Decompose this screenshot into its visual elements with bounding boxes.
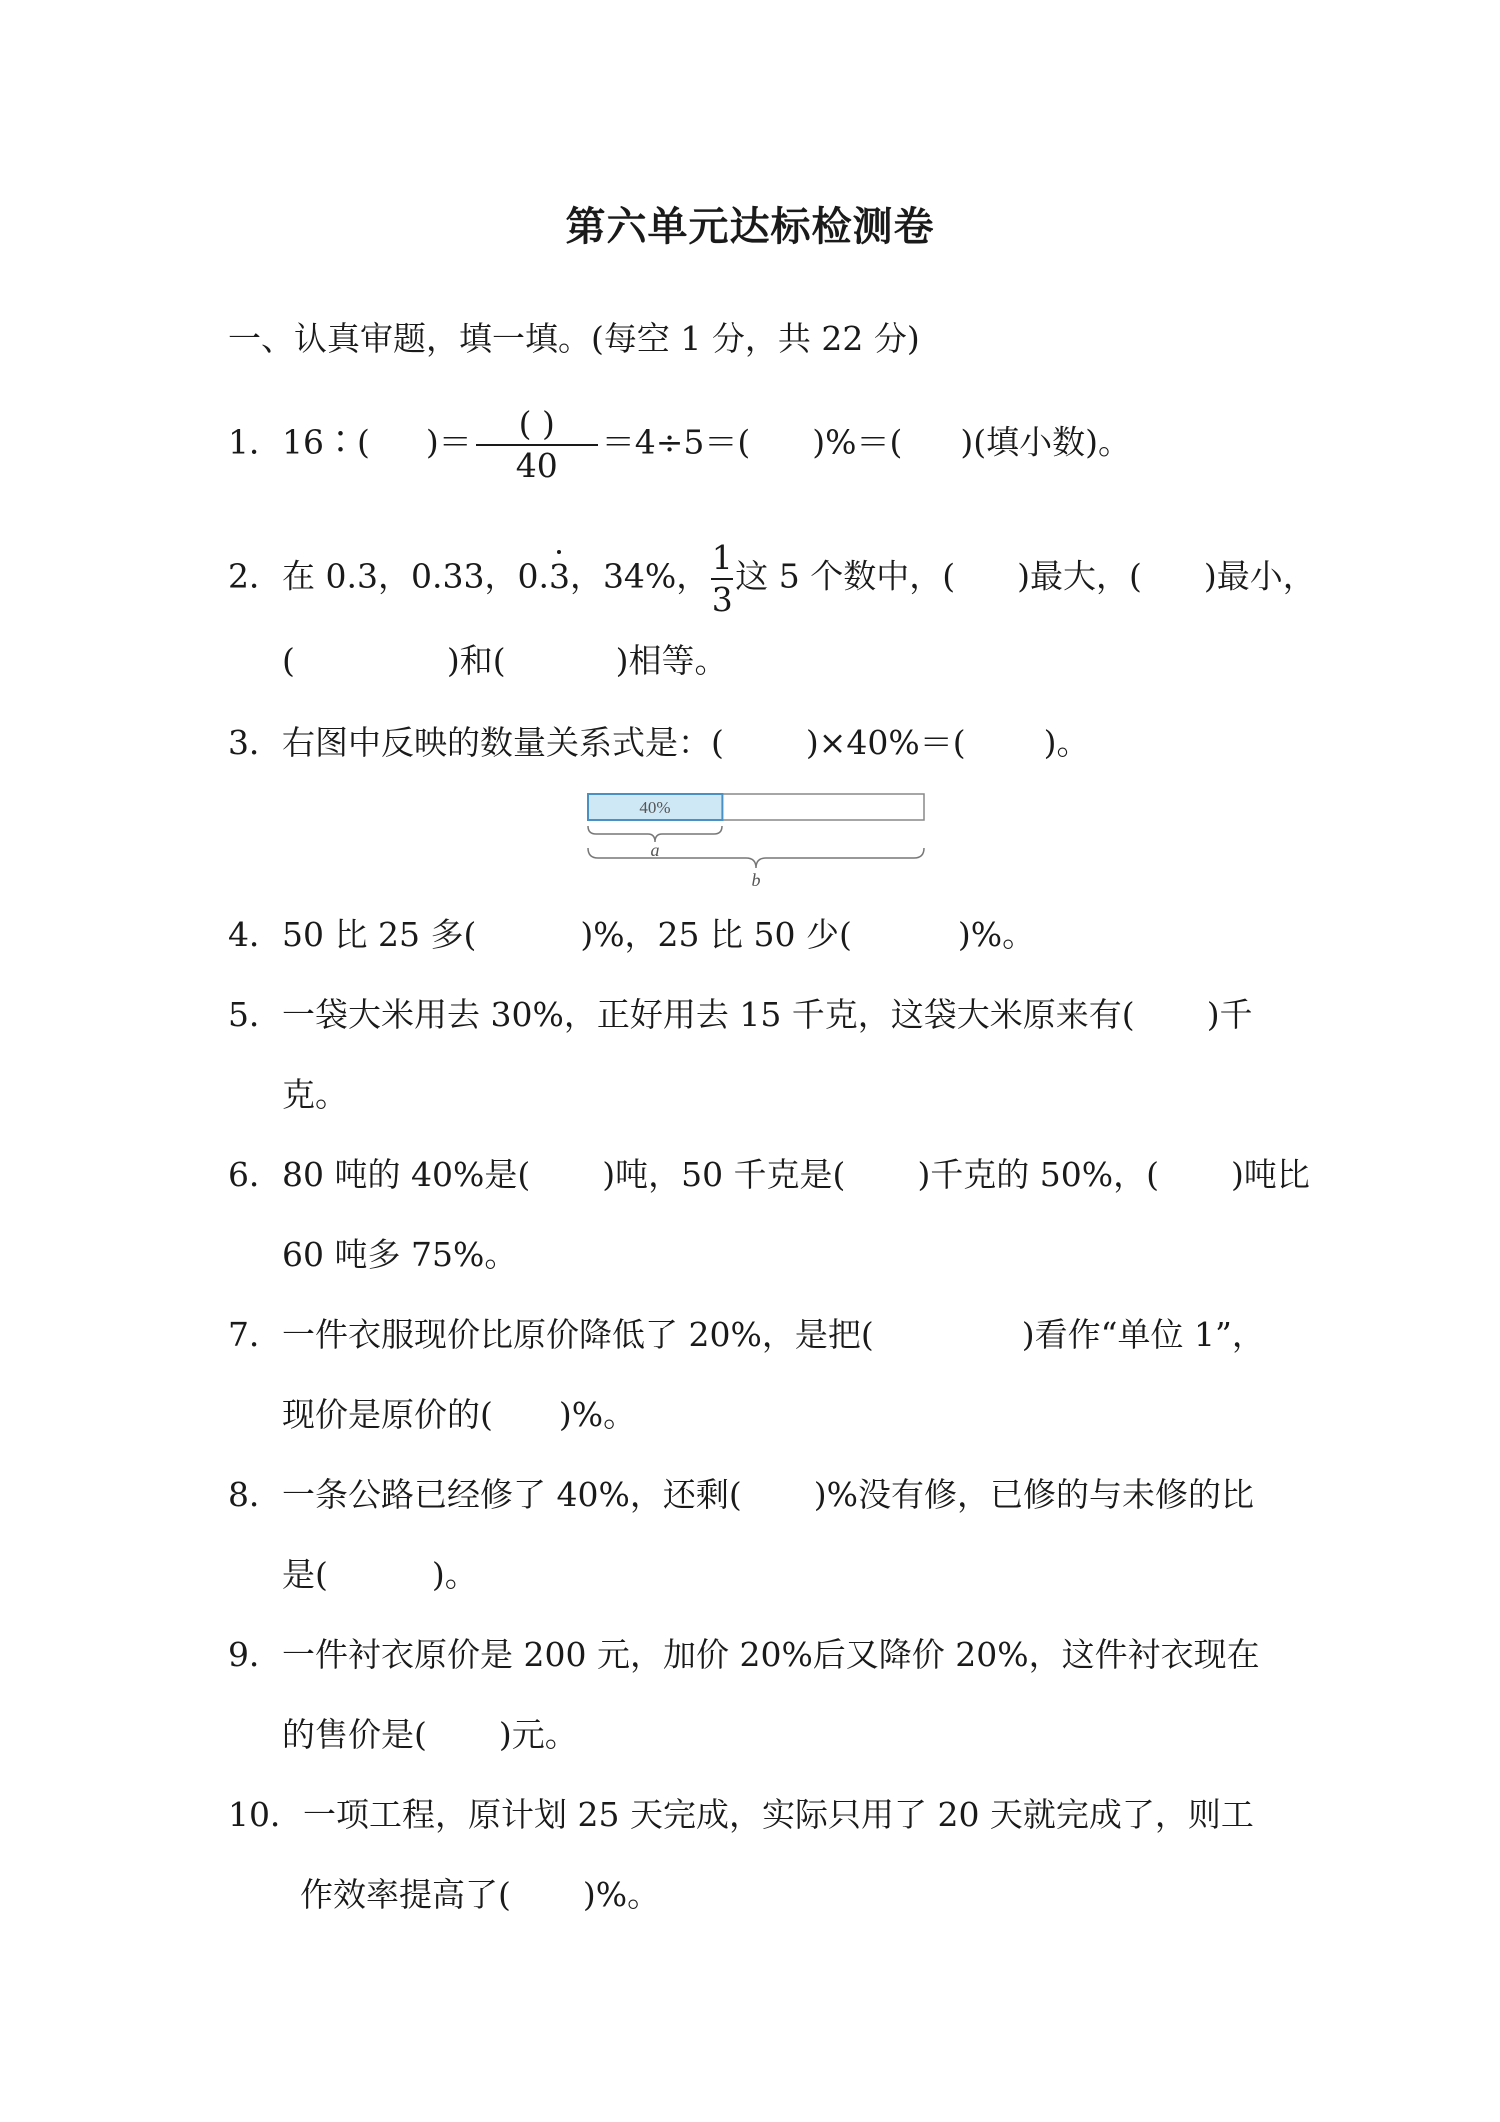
- q2-frac-denominator: 3: [711, 579, 733, 619]
- question-5-line-2: 克。: [282, 1075, 348, 1114]
- question-2: [228, 538, 1316, 619]
- q2-frac-numerator: 1: [711, 538, 733, 577]
- question-1: [228, 404, 1131, 485]
- q2-text-l2a: (: [282, 641, 295, 680]
- q1-frac-numerator[interactable]: ( ): [518, 404, 555, 443]
- q3-text-a: 3．右图中反映的数量关系式是：(: [228, 723, 724, 762]
- brace-b: [588, 848, 924, 868]
- q8-text-l2a: 是(: [282, 1555, 328, 1594]
- q2-text-l2b: )和(: [446, 641, 506, 680]
- q1-fraction: [476, 404, 598, 485]
- q8-text-l2b: )。: [431, 1555, 478, 1594]
- q2-text-e: )最小，: [1203, 556, 1316, 596]
- q7-text-b: )看作“单位 1”，: [1021, 1315, 1265, 1354]
- q2-text-a: 2．在 0.3，0.33，0.: [228, 556, 549, 596]
- q8-text-b: )%没有修，已修的与未修的比: [813, 1475, 1254, 1514]
- q6-text-d: )吨比: [1231, 1155, 1310, 1194]
- q10-text-l2b: )%。: [582, 1875, 661, 1914]
- q1-frac-denominator: 40: [515, 445, 558, 485]
- question-7-line-2: [282, 1395, 637, 1434]
- question-2-line-2: [282, 641, 728, 680]
- q2-fraction: [711, 538, 733, 619]
- q1-text-e: )(填小数)。: [960, 422, 1132, 462]
- q3-text-b: )×40%＝(: [805, 723, 966, 762]
- question-8: [228, 1475, 1254, 1514]
- q7-text-a: 7．一件衣服现价比原价降低了 20%，是把(: [228, 1315, 874, 1354]
- q5-text-b: )千: [1206, 995, 1253, 1034]
- section-heading: 一、认真审题，填一填。(每空 1 分，共 22 分): [228, 319, 920, 358]
- q10-text-l2a: 作效率提高了(: [300, 1875, 511, 1914]
- question-9: 9．一件衬衣原价是 200 元，加价 20%后又降价 20%，这件衬衣现在: [228, 1635, 1260, 1674]
- q8-text-a: 8．一条公路已经修了 40%，还剩(: [228, 1475, 742, 1514]
- q6-text-b: )吨，50 千克是(: [602, 1155, 846, 1194]
- question-9-line-2: [282, 1715, 578, 1754]
- q1-text-c: ＝4÷5＝(: [601, 422, 751, 462]
- q4-text-a: 4．50 比 25 多(: [228, 915, 477, 954]
- q2-text-l2c: )相等。: [615, 641, 728, 680]
- q9-text-l2b: )元。: [498, 1715, 578, 1754]
- q3-text-c: )。: [1043, 723, 1090, 762]
- question-8-line-2: [282, 1555, 478, 1594]
- question-7: [228, 1315, 1265, 1354]
- page-title: 第六单元达标检测卷: [565, 204, 935, 250]
- question-10-line-2: [300, 1875, 661, 1914]
- brace-b-label: b: [751, 870, 761, 890]
- question-4: [228, 915, 1036, 954]
- q1-text-a: 1．16∶(: [228, 422, 370, 462]
- question-6-line-2: 60 吨多 75%。: [282, 1235, 518, 1274]
- q6-text-a: 6．80 吨的 40%是(: [228, 1155, 531, 1194]
- q2-text-c: 这 5 个数中，(: [735, 556, 956, 596]
- q2-text-b: ，34%，: [569, 556, 710, 596]
- q7-text-l2b: )%。: [558, 1395, 637, 1434]
- q1-text-b: )＝: [425, 422, 472, 462]
- bar-percent-label: 40%: [639, 798, 671, 817]
- q6-text-c: )千克的 50%，(: [917, 1155, 1160, 1194]
- q2-repeating-digit: 3: [548, 556, 570, 596]
- q4-text-b: )%，25 比 50 少(: [580, 915, 852, 954]
- q1-text-d: )%＝(: [812, 422, 903, 462]
- q3-bar-diagram: [582, 788, 932, 898]
- q4-text-c: )%。: [957, 915, 1036, 954]
- question-10: 10．一项工程，原计划 25 天完成，实际只用了 20 天就完成了，则工: [228, 1795, 1254, 1834]
- question-5: [228, 995, 1253, 1034]
- question-3: [228, 723, 1090, 762]
- q9-text-l2a: 的售价是(: [282, 1715, 427, 1754]
- q2-text-d: )最大，(: [1017, 556, 1142, 596]
- question-6: [228, 1155, 1310, 1194]
- q7-text-l2a: 现价是原价的(: [282, 1395, 493, 1434]
- brace-a-label: a: [650, 840, 660, 860]
- q5-text-a: 5．一袋大米用去 30%，正好用去 15 千克，这袋大米原来有(: [228, 995, 1135, 1034]
